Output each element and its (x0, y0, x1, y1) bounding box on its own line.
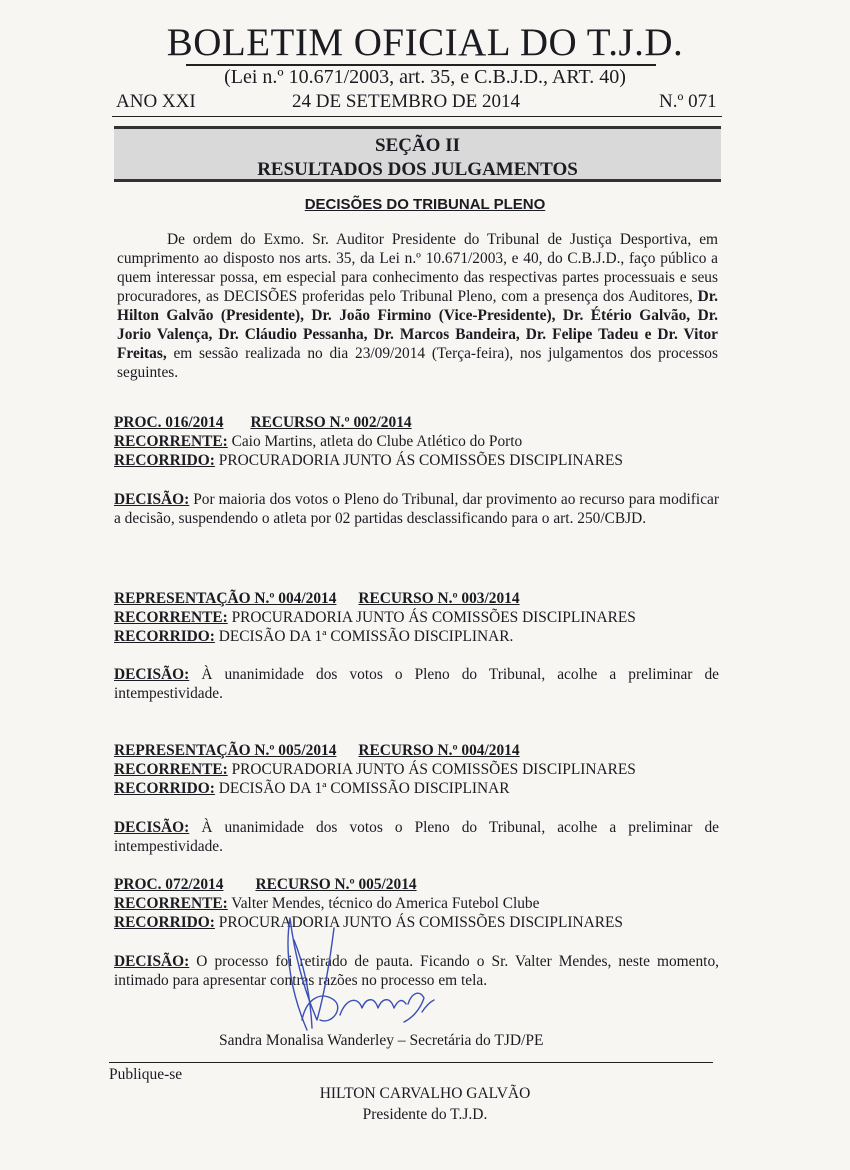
case-header (114, 589, 719, 646)
case-decision (114, 490, 719, 528)
decisao-text: Por maioria dos votos o Pleno do Tribunal, dar provimento ao recurso para modificar a decisão, suspendendo o atleta por 02 partidas desclassificando para o art. 250/CBJD. (114, 491, 719, 527)
bulletin-subtitle: (Lei n.º 10.671/2003, art. 35, e C.B.J.D., ART. 40) (224, 66, 626, 88)
intro-text-1: De ordem do Exmo. Sr. Auditor Presidente do Tribunal de Justiça Desportiva, em cumprimento ao disposto nos arts. 35, da Lei n.º 10.671/2003, e 40, do C.B.J.D., faço público a quem interessar possa, em especial para conhecimento das respectivas partes processuais e seus procuradores, as DECISÕES proferidas pelo Tribunal Pleno, com a presença dos Auditores, (117, 231, 718, 305)
issue-date: 24 DE SETEMBRO DE 2014 (292, 91, 520, 112)
recorrido-value: PROCURADORIA JUNTO ÁS COMISSÕES DISCIPLINARES (214, 452, 623, 469)
case-proc: REPRESENTAÇÃO N.º 005/2014 (114, 742, 337, 759)
case-recurso: RECURSO N.º 003/2014 (358, 590, 520, 607)
decisao-label: DECISÃO: (114, 666, 190, 683)
recorrente-value: PROCURADORIA JUNTO ÁS COMISSÕES DISCIPLINARES (227, 609, 636, 626)
intro-paragraph (117, 230, 718, 382)
recorrido-label: RECORRIDO: (114, 914, 215, 931)
recorrido-value: PROCURADORIA JUNTO ÁS COMISSÕES DISCIPLINARES (214, 914, 623, 931)
intro-text-2: em sessão realizada no dia 23/09/2014 (Terça-feira), nos julgamentos dos processos seguintes. (117, 345, 718, 381)
case-proc: PROC. 016/2014 (114, 414, 224, 431)
case-recurso: RECURSO N.º 005/2014 (255, 876, 417, 893)
secretary-signature-line: Sandra Monalisa Wanderley – Secretária do TJD/PE (219, 1032, 544, 1049)
recorrido-label: RECORRIDO: (114, 780, 215, 797)
recorrido-label: RECORRIDO: (114, 628, 215, 645)
decisao-label: DECISÃO: (114, 953, 190, 970)
section-label: SEÇÃO II (375, 135, 460, 156)
decisao-text: O processo foi retirado de pauta. Ficando o Sr. Valter Mendes, neste momento, intimado para apresentar contras razões no processo em tela. (114, 953, 719, 989)
decisao-text: À unanimidade dos votos o Pleno do Tribunal, acolhe a preliminar de intempestividade. (114, 819, 719, 855)
decisao-label: DECISÃO: (114, 819, 190, 836)
recorrente-value: Caio Martins, atleta do Clube Atlético do Porto (227, 433, 523, 450)
auditors-list: Dr. Hilton Galvão (Presidente), Dr. João Firmino (Vice-Presidente), Dr. Étério Galvão, Dr. Jorio Valença, Dr. Cláudio Pessanha, Dr. Marcos Bandeira, Dr. Felipe Tadeu e Dr. Vitor Freitas, (117, 288, 718, 362)
recorrido-value: DECISÃO DA 1ª COMISSÃO DISCIPLINAR. (214, 628, 514, 645)
recorrente-value: Valter Mendes, técnico do America Futebol Clube (227, 895, 540, 912)
case-proc: PROC. 072/2014 (114, 876, 224, 893)
publique-label: Publique-se (109, 1066, 183, 1083)
section-banner (114, 126, 721, 182)
decisao-text: À unanimidade dos votos o Pleno do Tribunal, acolhe a preliminar de intempestividade. (114, 666, 719, 702)
recorrente-label: RECORRENTE: (114, 433, 228, 450)
bulletin-title: BOLETIM OFICIAL DO T.J.D. (166, 21, 684, 64)
case-header (114, 741, 719, 798)
section-title: RESULTADOS DOS JULGAMENTOS (257, 159, 578, 180)
year-label: ANO XXI (116, 91, 196, 112)
president-name: HILTON CARVALHO GALVÃO (319, 1085, 531, 1102)
recorrente-label: RECORRENTE: (114, 609, 228, 626)
meta-divider (112, 116, 722, 117)
president-title: Presidente do T.J.D. (362, 1106, 488, 1123)
case-decision (114, 952, 719, 990)
case-recurso: RECURSO N.º 004/2014 (358, 742, 520, 759)
case-recurso: RECURSO N.º 002/2014 (250, 414, 412, 431)
recorrido-value: DECISÃO DA 1ª COMISSÃO DISCIPLINAR (214, 780, 510, 797)
footer-divider (109, 1062, 713, 1063)
issue-number: N.º 071 (659, 91, 717, 112)
case-decision (114, 665, 719, 703)
recorrente-label: RECORRENTE: (114, 895, 228, 912)
decisions-heading: DECISÕES DO TRIBUNAL PLENO (304, 196, 546, 213)
case-decision (114, 818, 719, 856)
recorrente-value: PROCURADORIA JUNTO ÁS COMISSÕES DISCIPLINARES (227, 761, 636, 778)
recorrido-label: RECORRIDO: (114, 452, 215, 469)
recorrente-label: RECORRENTE: (114, 761, 228, 778)
case-proc: REPRESENTAÇÃO N.º 004/2014 (114, 590, 337, 607)
decisao-label: DECISÃO: (114, 491, 190, 508)
case-header (114, 413, 719, 470)
case-header (114, 875, 719, 932)
